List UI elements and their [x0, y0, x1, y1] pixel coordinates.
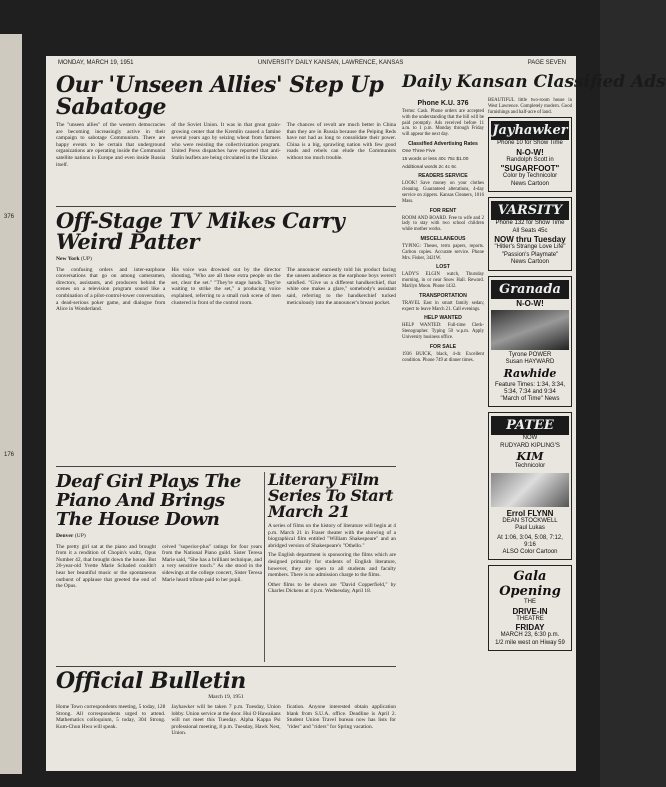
dateline-city: Denver [56, 533, 74, 539]
newspaper-page [46, 56, 666, 771]
ad-line: N-O-W! [516, 147, 544, 157]
rates-row: 15 words or less 40c 75c $1.00 [402, 156, 469, 162]
classified-ad: TRAVEL East in smart family sedan; expect to leave March 21. Call evenings. [402, 300, 484, 312]
ad-varsity-theater [488, 197, 572, 271]
ad-line: "March of Time" News [500, 395, 560, 402]
ad-line: 1/2 mile west on Hiway 59 [495, 639, 565, 646]
theater-logo: VARSITY [491, 201, 569, 220]
theater-ads-column [488, 98, 572, 656]
page-folio [58, 60, 566, 70]
classified-ad: LADY'S ELGIN watch, Thursday morning, in or near Snow Hall. Reward. Marilyn Moon. Phone 1432. [402, 272, 484, 289]
official-bulletin [56, 670, 396, 764]
ad-line: DEAN STOCKWELL [502, 517, 558, 524]
headline-official-bulletin: Official Bulletin [56, 668, 246, 694]
ad-line: NOW thru Tuesday [494, 235, 566, 245]
story-literary-films [268, 472, 396, 662]
ad-line: Randolph Scott in [506, 156, 554, 163]
ad-line: RUDYARD KIPLING'S [500, 442, 560, 449]
folio-page: PAGE SEVEN [527, 60, 566, 66]
show-times: Feature Times: 1:34, 3:34, 5:34, 7:34 and 9:34 [494, 381, 566, 395]
show-times: At 1:06, 3:04, 5:08, 7:12, 9:16 [497, 534, 563, 548]
ad-line: Technicolor [514, 463, 546, 470]
column-divider [264, 472, 265, 662]
story-column: ceived "superior-plus" ratings for four years from the National Piano guild. Sister Teresa Marie said, "She has a brilliant technique, and a very sensitive touch." As she stood in the sidewings at the college concert, Sister Teresa Marie heard tribute paid to her pupil. [162, 543, 262, 583]
film-title: KIM [516, 450, 544, 464]
classified-ad: 1936 BUICK, black, 4-dr. Excellent condition. Phone 749 at dinner times. [402, 351, 484, 363]
section-title: LOST [436, 264, 450, 271]
ad-line: Paul Lukas [515, 525, 545, 532]
divider [56, 666, 396, 667]
ad-line: DRIVE-IN [512, 606, 548, 616]
classified-section [402, 72, 666, 764]
ad-granada-theater [488, 276, 572, 408]
dateline-source: (UP) [74, 533, 86, 539]
classified-ad: LOOK! Save money on your clothes cleaning. Guaranteed alterations, 4-day service on zippers. Kansas Cleaners, 1016 Mass. [402, 181, 484, 204]
dateline-city: New York [56, 256, 80, 262]
classified-ad: TYPING: Theses, term papers, reports. Carbon copies. Accurate service. Phone Mrs. Fisher, 3421W. [402, 243, 484, 261]
bulletin-date: March 19, 1951 [208, 694, 244, 700]
folio-paper: UNIVERSITY DAILY KANSAN, LAWRENCE, KANSAS [257, 60, 404, 66]
ad-line: Color by Technicolor [502, 173, 558, 180]
adjacent-page-edge [0, 34, 22, 774]
headline-offstage-tv: Off-Stage TV Mikes Carry Weird Patter [56, 208, 345, 254]
story-column: of the Soviet Union. It was in that great grain-growing center that the Kremlin caused a famine several years ago by seizing wheat from farmers who were resisting the collectivization program. United Press dispatches have reported that anti-Stalin leaflets are being circulated in the Ukraine. [171, 122, 281, 161]
bulletin-column: Home Town correspondents meeting, 5 today, 128 Strong. All correspondents urged to attend. Mathematics colloquium, 5 today, 304 Strong. Kum-Chun Hwu will speak. [56, 704, 166, 730]
ad-line: Tyrone POWER [508, 351, 552, 358]
ad-line: "Passion's Playmate" [501, 251, 559, 258]
story-unseen-allies [56, 74, 396, 202]
story-paragraph: The English department is sponsoring the films which are designed primarily for students of English literature, however, they are open to all students and faculty members. There is no admission charge to the films. [268, 552, 396, 579]
bulletin-column: Jayhawker will be taken 7 p.m. Tuesday, Union lobby. Union service at the door. Hui O Hawaiians will not meet this Tuesday. Alpha Kappa Psi professional meeting, 8 p.m. Tuesday, Hawk Nest, Union. [171, 704, 281, 737]
edge-note: 376 [4, 214, 15, 220]
ad-line: ALSO Color Cartoon [502, 548, 558, 555]
classified-ad: HELP WANTED: Full-time Clerk-Stenographer. Typing 50 w.p.m. Apply University business office. [402, 323, 484, 340]
movie-still-image [491, 473, 569, 507]
classified-column [402, 98, 484, 365]
ad-line: News Cartoon [510, 259, 549, 266]
news-columns [56, 74, 396, 764]
ad-patee-theater [488, 412, 572, 560]
ad-line: "Hitler's Strange Love Life" [494, 244, 566, 251]
section-title: MISCELLANEOUS [420, 235, 466, 242]
ad-line: News Cartoon [510, 180, 549, 187]
ad-line: Phone 10 for Show Time [497, 140, 563, 147]
classified-ad: BEAUTIFUL little two-room house in West Lawrence. Completely modern. Good furnishings and half-acre of land. [488, 98, 572, 115]
story-column: The confusing orders and inter-earphone conversations that go on among cameramen, directors, assistants, and producers behind the scenes on a television program sound like a combination of a pilot-control-tower conversation, a dead-serious poker game, and dialogue from Alice in Wonderland. [56, 266, 166, 313]
story-column: His voice was drowned out by the director shouting, "Who are all these extra people on the set, clear the set." "They're stage hands. They're waiting to strike the set," a producing voice explained, referring to a small rush scene of men clustered in front of the control room. [171, 266, 281, 306]
theater-logo: Gala Opening [499, 569, 561, 600]
section-title: READERS SERVICE [418, 173, 468, 180]
divider [56, 206, 396, 207]
ad-line: "SUGARFOOT" [500, 164, 560, 174]
ad-line: Susan HAYWARD [505, 359, 555, 366]
headline-literary-films: Literary Film Series To Start March 21 [268, 470, 393, 521]
classified-terms: Terms: Cash. Phone orders are accepted with the understanding that the bill will be paid promptly. Ads received before 11 a.m. to 1 p.m. Monday through Friday will appear the next day. [402, 109, 484, 138]
ad-line: N-O-W! [516, 298, 544, 308]
folio-date: MONDAY, MARCH 19, 1951 [58, 60, 134, 66]
classified-title: Daily Kansan Classified Ads [402, 72, 666, 92]
section-title: TRANSPORTATION [419, 292, 467, 299]
ad-drive-in-theater [488, 565, 572, 651]
theater-logo: PATEE [491, 416, 569, 435]
theater-logo: Jayhawker [492, 123, 568, 139]
story-paragraph: Other films to be shown are "David Copperfield," by Charles Dickens at 4 p.m. Wednesday, April 18. [268, 581, 396, 595]
section-title: FOR RENT [429, 207, 457, 214]
story-column: The pretty girl sat at the piano and brought from it a rendition of Chopin's waltz, Opus Number 42, that brought down the house. But 20-year-old Yvette Marie Schaded couldn't hear her beautiful music or the spontaneous outburst of applause that greeted the end of the Opus. [56, 543, 156, 590]
story-offstage-tv [56, 210, 396, 462]
ad-line: FRIDAY [515, 623, 545, 633]
film-title: Rawhide [503, 366, 557, 380]
rates-header: One Three Five [402, 148, 436, 154]
movie-still-image [491, 310, 569, 350]
bulletin-column: fication. Anyone interested obtain application blank from S.U.A. office. Deadline is April 2. Student Union Travel bureau now has lists for "rides" and "riders" for Spring vacation. [286, 704, 396, 730]
headline-deaf-girl: Deaf Girl Plays The Piano And Brings The House Down [56, 471, 241, 530]
divider [56, 466, 396, 467]
classified-phone: Phone K.U. 376 [417, 100, 469, 107]
story-deaf-girl [56, 472, 262, 662]
ad-line: MARCH 23, 6:30 p.m. [500, 632, 560, 639]
rates-title: Classified Advertising Rates [408, 140, 478, 147]
section-title: HELP WANTED [424, 315, 462, 322]
section-title: FOR SALE [429, 343, 457, 350]
story-column: The "unseen allies" of the western democracies are becoming increasingly active in their campaign to sabotage Communism. There are happy events to be certain that underground organizations are operating inside the Communist satellite nations in Europe and even inside Russia itself. [56, 122, 166, 168]
ad-line: THEATRE [516, 615, 544, 622]
ad-jayhawker-theater [488, 117, 572, 192]
ad-line: THE [524, 599, 536, 606]
rates-row: Additional words 2c 4c 6c [402, 164, 457, 170]
story-column: The chances of revolt are much better in China than they are in Russia because the Peiping Reds have not had as long to consolidate their power. China is a big, sprawling nation with few good roads and rebels can elude the Communists without too much trouble. [286, 122, 396, 161]
ad-line: Errol FLYNN [506, 508, 554, 518]
ad-line: NOW [522, 435, 538, 442]
ad-line: Phone 132 for Show Time [495, 220, 565, 227]
story-column: The announcer earnestly told his product facing the unseen audience as the earphone boys weren't satisfied. "Give us a different handkerchief, that white one makes a glare," somebody's assistant said, referring to the handkerchief tucked meticulously into the announcer's breast pocket. [286, 266, 396, 306]
headline-unseen-allies: Our 'Unseen Allies' Step Up Sabatoge [56, 72, 384, 120]
theater-logo: Granada [491, 280, 569, 299]
story-paragraph: A series of films on the history of literature will begin at 4 p.m. March 21 in Fraser theater with the showing of a biographical film entitled "William Shakespeare" and an abridged version of Shakespeare's "Othello." [268, 523, 396, 549]
edge-note: 176 [4, 452, 15, 458]
ad-line: All Seats 45c [512, 227, 548, 234]
dateline-source: (UP) [80, 256, 92, 262]
classified-ad: ROOM AND BOARD. Free to wife and 2 lady to stay with two school children while mother works. [402, 215, 484, 233]
